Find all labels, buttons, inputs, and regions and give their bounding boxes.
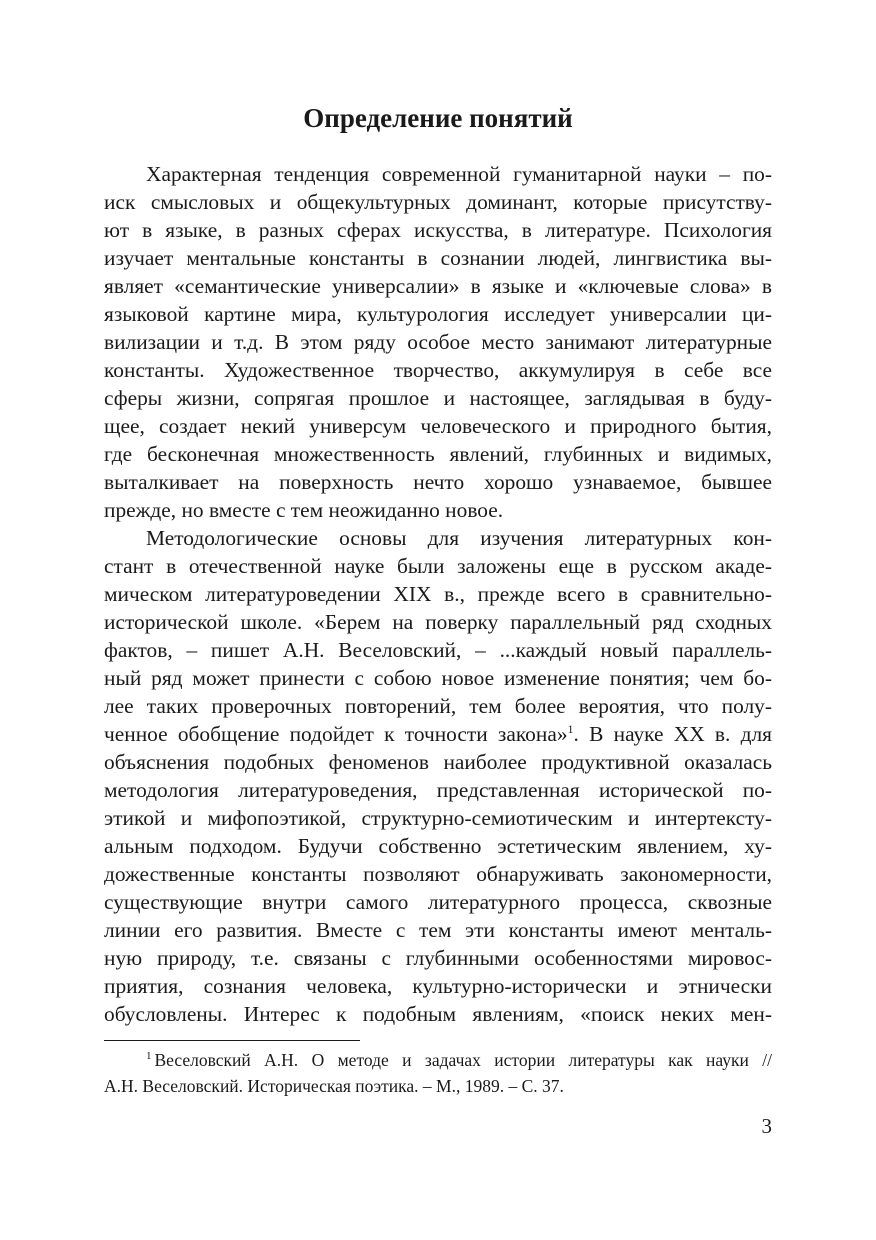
footnote-divider [104, 1040, 360, 1041]
paragraph-1-line: вилизации и т.д. В этом ряду особое место занимают литературные [104, 330, 772, 354]
paragraph-1-line: языковой картине мира, культурология исследует универсалии ци- [104, 302, 772, 326]
paragraph-2-line: исторической школе. «Берем на поверку параллельный ряд сходных [104, 610, 772, 634]
paragraph-1-line: изучает ментальные константы в сознании людей, лингвистика вы- [104, 246, 772, 270]
footnote-text: Веселовский А.Н. О методе и задачах истории литературы как науки // [154, 1050, 772, 1070]
paragraph-2-line: лее таких проверочных повторений, тем более вероятия, что полу- [104, 694, 772, 718]
paragraph-2-line: объяснения подобных феноменов наиболее продуктивной оказалась [104, 750, 772, 774]
footnote-line: А.Н. Веселовский. Историческая поэтика. – М., 1989. – С. 37. [104, 1076, 564, 1096]
paragraph-2-line: Методологические основы для изучения литературных кон- [146, 526, 772, 550]
paragraph-2-line: дожественные константы позволяют обнаруживать закономерности, [104, 862, 772, 886]
page-title: Определение понятий [303, 103, 573, 133]
paragraph-2-line: обусловлены. Интерес к подобным явлениям, «поиск неких мен- [104, 1002, 772, 1026]
paragraph-1-line: щее, создает некий универсум человеческого и природного бытия, [104, 414, 772, 438]
paragraph-2-line: фактов, – пишет А.Н. Веселовский, – ...каждый новый параллель- [104, 638, 772, 662]
page-number: 3 [761, 1114, 772, 1138]
paragraph-2-line: методология литературоведения, представленная исторической по- [104, 778, 772, 802]
paragraph-1-line: выталкивает на поверхность нечто хорошо узнаваемое, бывшее [104, 470, 772, 494]
paragraph-2-line: мическом литературоведении XIX в., прежде всего в сравнительно- [104, 582, 772, 606]
paragraph-1-line: являет «семантические универсалии» в языке и «ключевые слова» в [104, 274, 772, 298]
footnote-marker: 1 [146, 1050, 152, 1063]
paragraph-2-line-text: ченное обобщение подойдет к точности закона» [104, 722, 568, 746]
paragraph-2-line: стант в отечественной науке были заложены еще в русском акаде- [104, 554, 772, 578]
paragraph-2-line-text-after-ref: . В науке XX в. для [573, 722, 772, 746]
footnote [104, 1047, 772, 1099]
paragraph-1-line: Характерная тенденция современной гуманитарной науки – по- [146, 162, 772, 186]
paragraph-2-line-with-footnote-ref [104, 720, 772, 748]
body-text [104, 160, 772, 1028]
paragraph-2-line: альным подходом. Будучи собственно эстетическим явлением, ху- [104, 834, 772, 858]
paragraph-1-line: где бесконечная множественность явлений, глубинных и видимых, [104, 442, 772, 466]
paragraph-2-line: ный ряд может принести с собою новое изменение понятия; чем бо- [104, 666, 772, 690]
paragraph-1-line: константы. Художественное творчество, аккумулируя в себе все [104, 358, 772, 382]
paragraph-2-line: ную природу, т.е. связаны с глубинными особенностями мировос- [104, 946, 772, 970]
paragraph-2-line: этикой и мифопоэтикой, структурно-семиотическим и интертексту- [104, 806, 772, 830]
paragraph-2-line: линии его развития. Вместе с тем эти константы имеют менталь- [104, 918, 772, 942]
paragraph-2-line: существующие внутри самого литературного процесса, сквозные [104, 890, 772, 914]
paragraph-1-line: иск смысловых и общекультурных доминант, которые присутству- [104, 190, 772, 214]
paragraph-1-line: ют в языке, в разных сферах искусства, в литературе. Психология [104, 218, 772, 242]
paragraph-2-line: приятия, сознания человека, культурно-исторически и этнически [104, 974, 772, 998]
footnote-line [104, 1047, 772, 1073]
paragraph-1-line: сферы жизни, сопрягая прошлое и настоящее, заглядывая в буду- [104, 386, 772, 410]
paragraph-1-line: прежде, но вместе с тем неожиданно новое. [104, 498, 504, 522]
footnote-reference[interactable]: 1 [567, 721, 574, 736]
